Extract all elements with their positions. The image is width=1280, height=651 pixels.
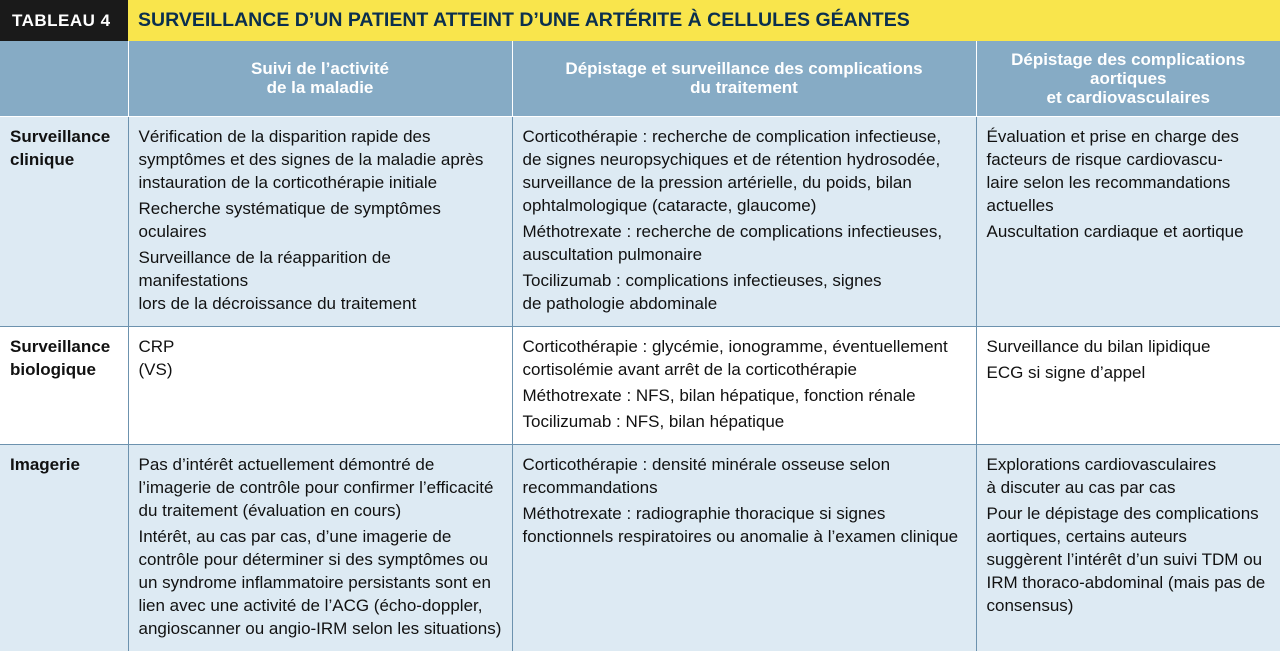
table-title-bar — [0, 0, 1280, 41]
column-header-empty — [0, 41, 128, 116]
row-header: Surveillance biologique — [0, 326, 128, 444]
cell-paragraph: Tocilizumab : complications infectieuses, signes de pathologie abdominale — [522, 270, 882, 313]
cell-paragraph: Corticothérapie : glycémie, ionogramme, éventuellement cortisolémie avant arrêt de la corticothérapie — [522, 336, 948, 379]
cell-paragraph: Évaluation et prise en charge des facteurs de risque cardiovascu- laire selon les recommandations actuelles — [986, 126, 1239, 215]
treatment-complications-cell — [512, 326, 976, 444]
cell-paragraph: Corticothérapie : densité minérale osseuse selon recommandations — [522, 454, 891, 497]
disease-activity-cell — [128, 116, 512, 326]
cell-paragraph: Corticothérapie : recherche de complication infectieuse, de signes neuropsychiques et de rétention hydrosodée, surveillance de la pression artérielle, du poids, bilan ophtalmologique (cataracte, glaucome) — [522, 126, 942, 215]
aortic-cardiovascular-cell — [976, 116, 1280, 326]
imaging-row — [0, 444, 1280, 651]
row-header: Surveillance clinique — [0, 116, 128, 326]
cell-paragraph: Vérification de la disparition rapide des symptômes et des signes de la maladie après instauration de la corticothérapie initiale — [138, 126, 484, 192]
column-header-treatment-complications: Dépistage et surveillance des complications du traitement — [512, 41, 976, 116]
cell-paragraph: Surveillance du bilan lipidique — [986, 336, 1211, 356]
cell-paragraph: CRP (VS) — [138, 336, 175, 379]
cell-paragraph: Tocilizumab : NFS, bilan hépatique — [522, 411, 785, 431]
treatment-complications-cell — [512, 444, 976, 651]
disease-activity-cell — [128, 326, 512, 444]
cell-paragraph: Pour le dépistage des complications aortiques, certains auteurs suggèrent l’intérêt d’un suivi TDM ou IRM thoraco-abdominal (mais pas de consensus) — [986, 503, 1266, 615]
cell-paragraph: ECG si signe d’appel — [986, 362, 1146, 382]
table-number-tag: TABLEAU 4 — [0, 0, 128, 41]
table-title: SURVEILLANCE D’UN PATIENT ATTEINT D’UNE ARTÉRITE À CELLULES GÉANTES — [128, 0, 1280, 41]
cell-paragraph: Auscultation cardiaque et aortique — [986, 221, 1244, 241]
cell-paragraph: Pas d’intérêt actuellement démontré de l’imagerie de contrôle pour confirmer l’efficacité du traitement (évaluation en cours) — [138, 454, 494, 520]
row-header: Imagerie — [0, 444, 128, 651]
treatment-complications-cell — [512, 116, 976, 326]
cell-paragraph: Méthotrexate : radiographie thoracique si signes fonctionnels respiratoires ou anomalie à l’examen clinique — [522, 503, 959, 546]
aortic-cardiovascular-cell — [976, 326, 1280, 444]
biological-monitoring-row — [0, 326, 1280, 444]
column-header-disease-activity: Suivi de l’activité de la maladie — [128, 41, 512, 116]
cell-paragraph: Intérêt, au cas par cas, d’une imagerie de contrôle pour déterminer si des symptômes ou un syndrome inflammatoire persistants sont en lien avec une activité de l’ACG (écho-doppler, angioscanner ou angio-IRM selon les situations) — [138, 526, 502, 638]
cell-paragraph: Méthotrexate : recherche de complications infectieuses, auscultation pulmonaire — [522, 221, 943, 264]
clinical-monitoring-row — [0, 116, 1280, 326]
disease-activity-cell — [128, 444, 512, 651]
aortic-cardiovascular-cell — [976, 444, 1280, 651]
cell-paragraph: Surveillance de la réapparition de manifestations lors de la décroissance du traitement — [138, 247, 417, 313]
column-header-aortic-cardiovascular: Dépistage des complications aortiques et cardiovasculaires — [976, 41, 1280, 116]
table-header-row — [0, 41, 1280, 116]
cell-paragraph: Explorations cardiovasculaires à discuter au cas par cas — [986, 454, 1217, 497]
cell-paragraph: Méthotrexate : NFS, bilan hépatique, fonction rénale — [522, 385, 916, 405]
surveillance-table — [0, 41, 1280, 651]
cell-paragraph: Recherche systématique de symptômes oculaires — [138, 198, 441, 241]
